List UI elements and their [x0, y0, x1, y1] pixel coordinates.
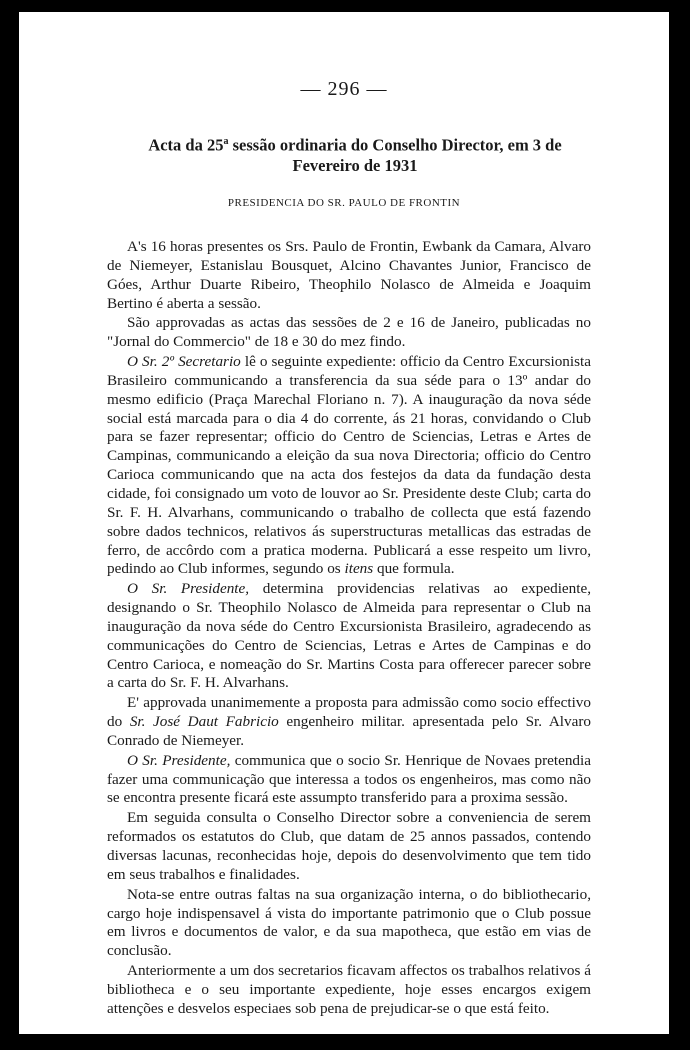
page-number: — 296 —	[300, 78, 388, 100]
paragraph-membership: E' approvada unanimemente a proposta para admissão como socio effectivo do Sr. José Daut Fabricio engenheiro militar. apresentada pelo Sr. Alvaro Conrado de Niemeyer.	[107, 694, 591, 749]
paragraph-approval: São approvadas as actas das sessões de 2 e 16 de Janeiro, publicadas no "Jornal do Commercio" de 18 e 30 do mez findo.	[107, 314, 591, 351]
member-name: Sr. José Daut Fabricio	[129, 713, 279, 731]
president-label: O Sr. Presidente,	[127, 751, 231, 769]
president-label: O Sr. Presidente,	[127, 580, 250, 598]
minutes-body	[107, 238, 591, 1020]
paragraph-correspondence: O Sr. 2º Secretario lê o seguinte expediente: officio da Centro Excursionista Brasileiro communicando a transferencia da sua séde para o 13º andar do mesmo edificio (Praça Marechal Floriano n. 7). A inauguração da nova séde social está marcada para o dia 4 do corrente, ás 21 horas, convidando o Club para se fazer representar; officio do Centro de Sciencias, Letras e Artes de Campinas, communicando a eleição da sua nova Directoria; officio do Centro Carioca communicando que na acta dos festejos da data da fundação desta cidade, foi consignado um voto de louvor ao Sr. Presidente deste Club; carta do Sr. F. H. Alvarhans, communicando o trabalho de collecta que está fazendo sobre dados technicos, relativos ás superstructuras metallicas das estradas de ferro, de accôrdo com a pratica moderna. Publicará a esse respeito um livro, pedindo ao Club informes, segundo os itens que formula.	[107, 353, 591, 578]
title-line2: Fevereiro de 1931	[292, 155, 418, 175]
title-line1-a: Acta da 25	[148, 135, 224, 155]
title-line1-b: sessão ordinaria do Conselho Director, em 3 de	[228, 135, 562, 155]
paragraph-secretaries: Anteriormente a um dos secretarios ficavam affectos os trabalhos relativos á bibliotheca e o seu importante expediente, hoje esses encargos exigem attenções e desvelos especiaes sob pena de prejudicar-se o que está feito.	[107, 962, 591, 1017]
secretary-label: O Sr. 2º Secretario	[127, 353, 241, 371]
paragraph-attendance: A's 16 horas presentes os Srs. Paulo de Frontin, Ewbank da Camara, Alvaro de Niemeyer, Estanislau Bousquet, Alcino Chavantes Junior, Francisco de Góes, Arthur Duarte Ribeiro, Theophilo Nolasco de Almeida e Joaquim Bertino é aberta a sessão.	[107, 238, 591, 312]
paragraph-president-measures: O Sr. Presidente, determina providencias relativas ao expediente, designando o Sr. Theophilo Nolasco de Almeida para representar o Club na inauguração da nova séde do Centro Excursionista Brasileiro, agradecendo as communicações do Centro de Sciencias, Letras e Artes de Campinas e do Centro Carioca, e nomeação do Sr. Martins Costa para offerecer parecer sobre a carta do Sr. F. H. Alvarhans.	[107, 580, 592, 692]
paragraph-president-communication: O Sr. Presidente, communica que o socio Sr. Henrique de Novaes pretendia fazer uma communicação que interessa a todos os engenheiros, mas como não se encontra presente ficará este assumpto transferido para a proxima sessão.	[107, 751, 591, 807]
paragraph-librarian: Nota-se entre outras faltas na sua organização interna, o do bibliothecario, cargo hoje indispensavel á vista do importante patrimonio que o Club possue em livros e documentos de valor, e da sua mapotheca, que estão em vias de conclusão.	[107, 885, 591, 960]
document-title	[95, 132, 615, 176]
paragraph-statutes: Em seguida consulta o Conselho Director sobre a conveniencia de serem reformados os estatutos do Club, que datam de 25 annos passados, contendo diversas lacunas, reconhecidas hoje, depois do desenvolvimento que tem tido em seus trabalhos e finalidades.	[107, 809, 591, 883]
presidency-heading: PRESIDENCIA DO SR. PAULO DE FRONTIN	[227, 197, 461, 209]
document-page	[19, 12, 669, 1034]
title-ordinal: a	[223, 136, 229, 147]
